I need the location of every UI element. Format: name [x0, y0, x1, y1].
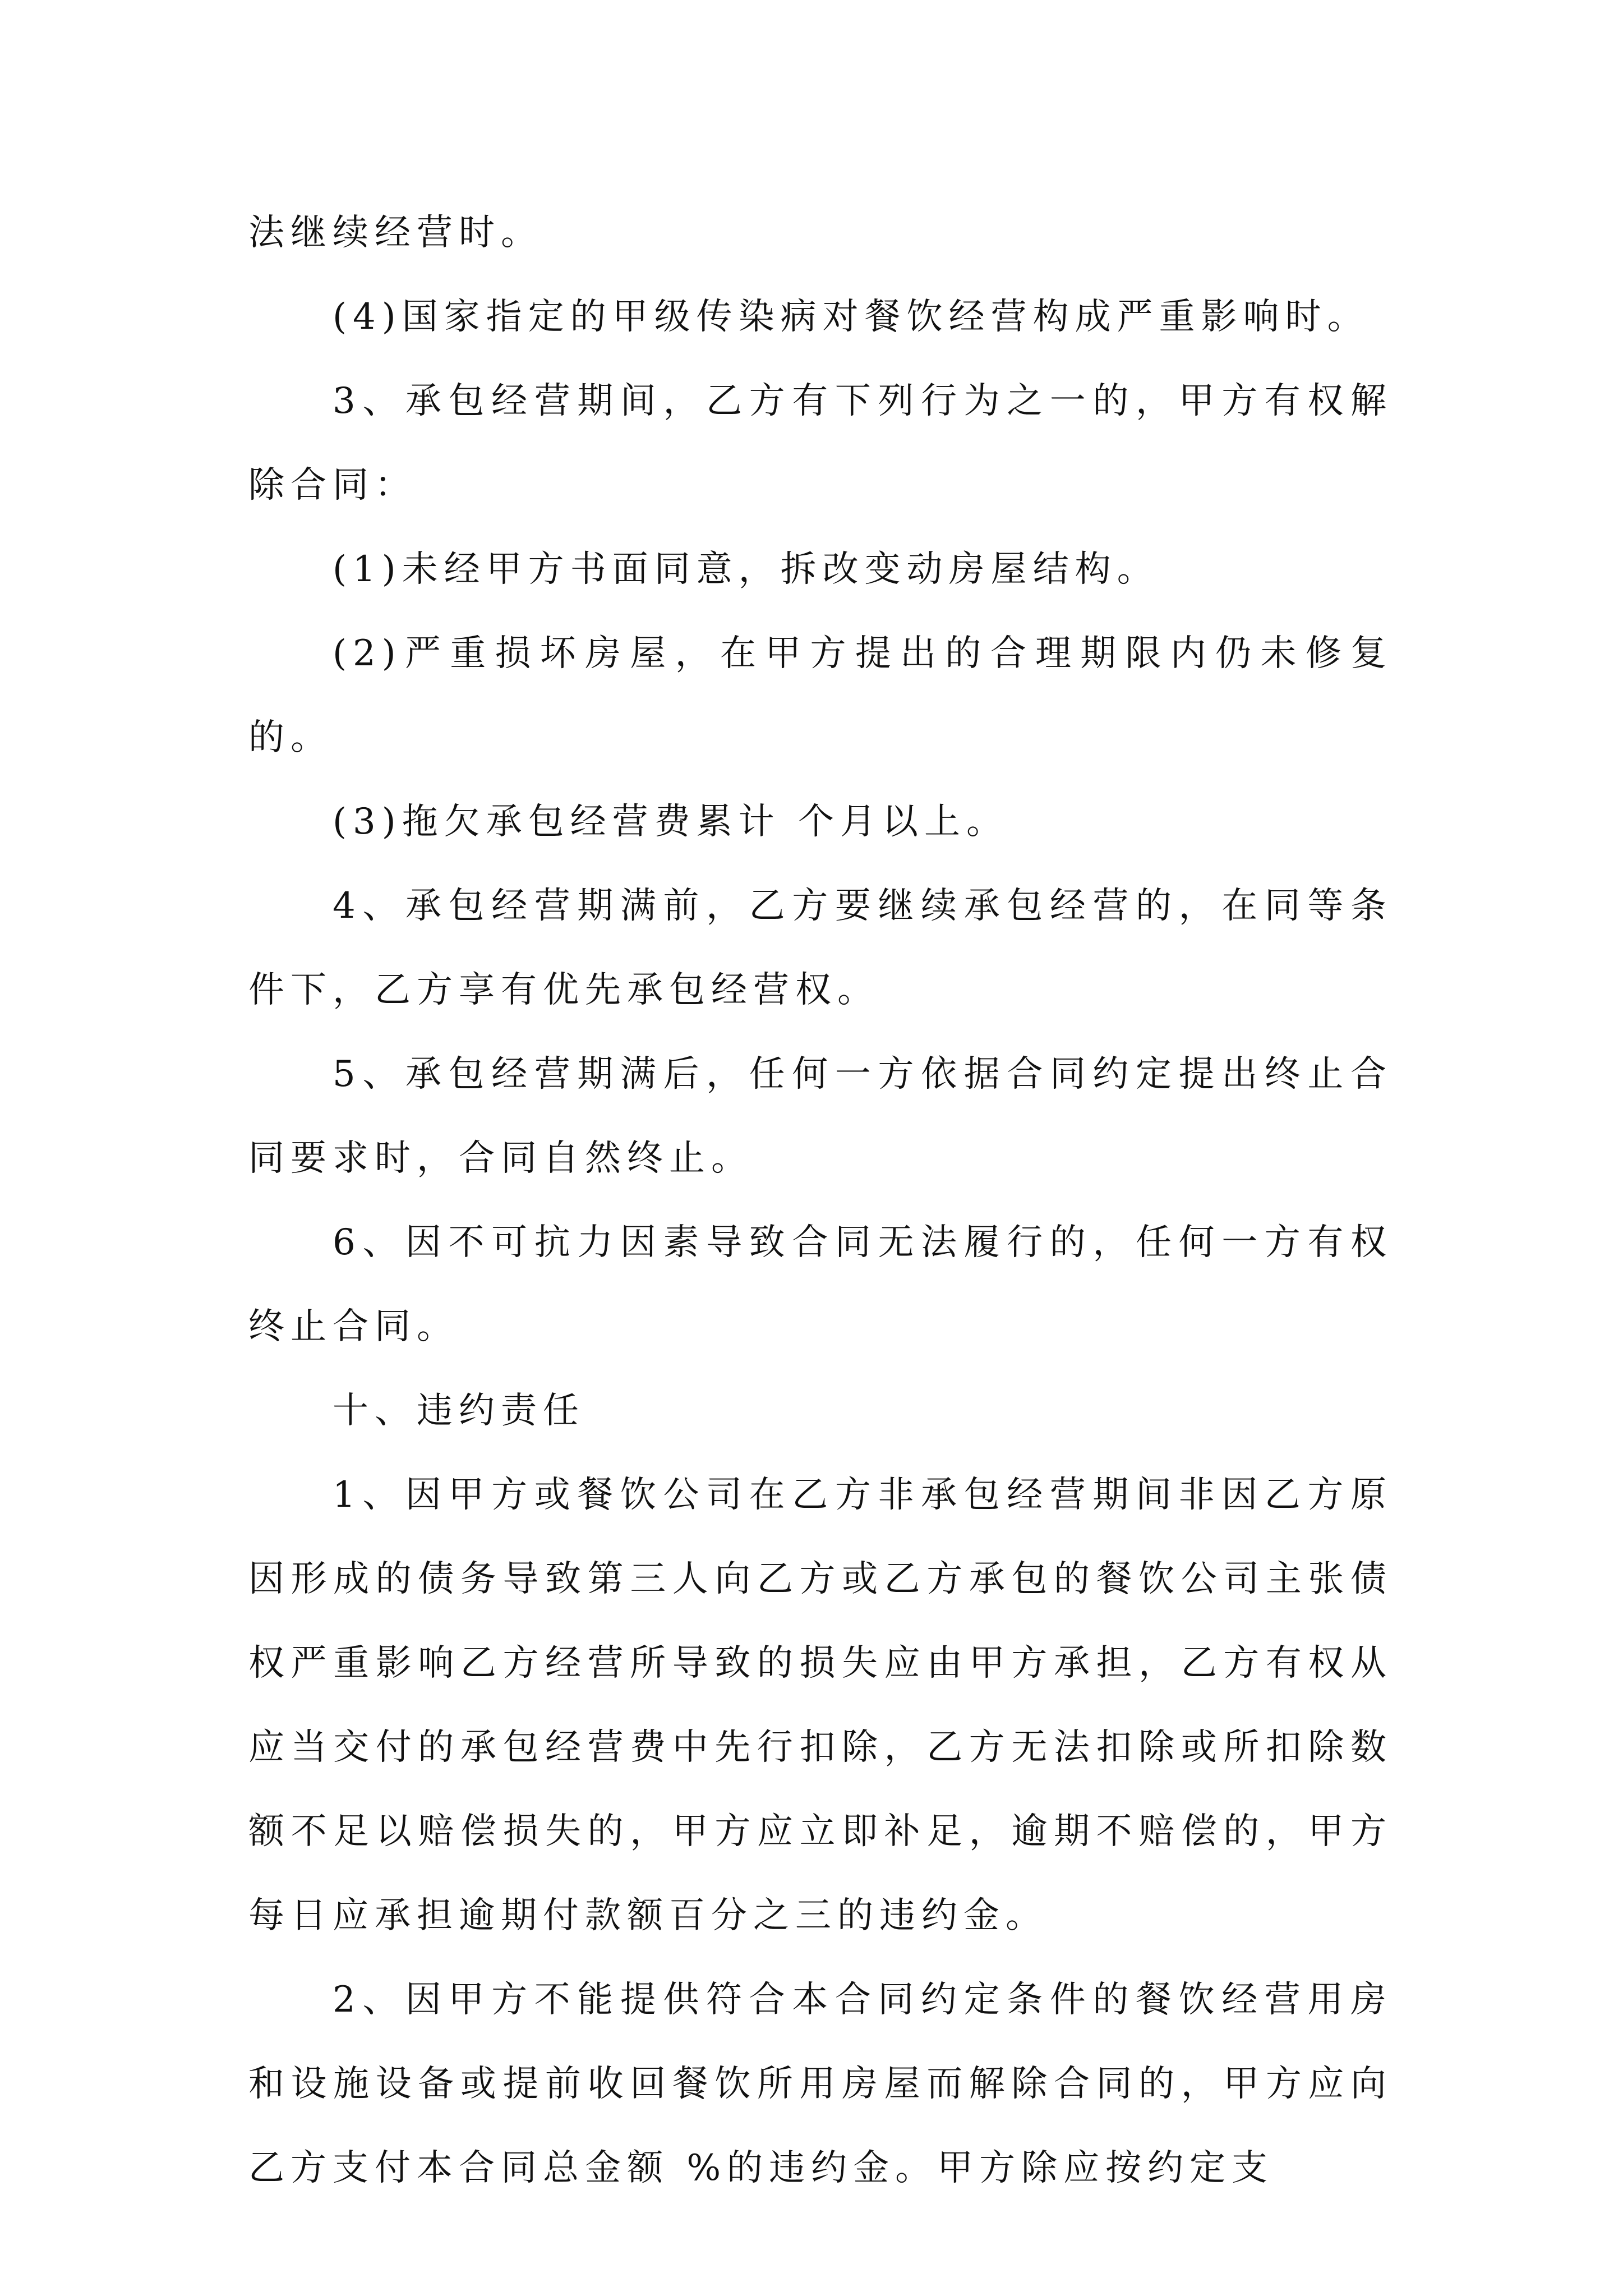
clause-5: 5、承包经营期满后，任何一方依据合同约定提出终止合同要求时，合同自然终止。: [248, 1053, 1393, 1179]
clause-6: 6、因不可抗力因素导致合同无法履行的，任何一方有权终止合同。: [248, 1222, 1393, 1347]
liability-clause-2: 2、因甲方不能提供符合本合同约定条件的餐饮经营用房和设施设备或提前收回餐饮所用房屋而解除合同的，甲方应向乙方支付本合同总金额 %的违约金。甲方除应按约定支: [248, 1979, 1393, 2189]
clause-3-2: (2)严重损坏房屋，在甲方提出的合理期限内仍未修复的。: [248, 633, 1393, 758]
clause-2-4: (4)国家指定的甲级传染病对餐饮经营构成严重影响时。: [333, 296, 1370, 338]
clause-3-3: (3)拖欠承包经营费累计 个月以上。: [333, 801, 1008, 843]
document-body: [248, 191, 1393, 2210]
section-heading-liability: 十、违约责任: [333, 1390, 585, 1432]
clause-3: 3、承包经营期间，乙方有下列行为之一的，甲方有权解除合同：: [248, 380, 1393, 506]
liability-clause-1: 1、因甲方或餐饮公司在乙方非承包经营期间非因乙方原因形成的债务导致第三人向乙方或乙方承包的餐饮公司主张债权严重影响乙方经营所导致的损失应由甲方承担，乙方有权从应当交付的承包经营费中先行扣除，乙方无法扣除或所扣除数额不足以赔偿损失的，甲方应立即补足，逾期不赔偿的，甲方每日应承担逾期付款额百分之三的违约金。: [248, 1474, 1393, 1936]
clause-4: 4、承包经营期满前，乙方要继续承包经营的，在同等条件下，乙方享有优先承包经营权。: [248, 885, 1393, 1011]
clause-3-1: (1)未经甲方书面同意，拆改变动房屋结构。: [333, 549, 1159, 590]
paragraph-continuation: 法继续经营时。: [248, 212, 543, 254]
